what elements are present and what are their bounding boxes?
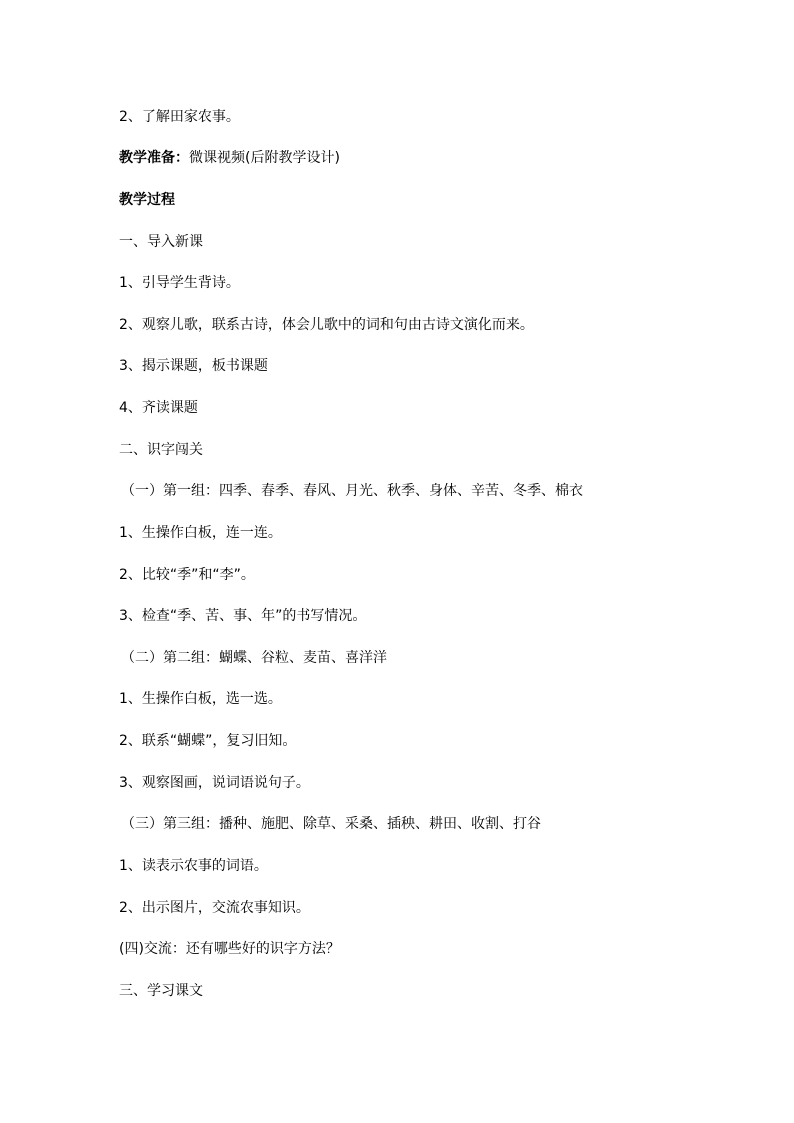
teaching-preparation-label: 教学准备： (119, 150, 189, 166)
group-1-heading: （一）第一组：四季、春季、春风、月光、秋季、身体、辛苦、冬季、棉衣 (121, 483, 583, 499)
group-2-heading: （二）第二组：蝴蝶、谷粒、麦苗、喜洋洋 (121, 650, 387, 666)
section-1-item-2: 2、观察儿歌，联系古诗，体会儿歌中的词和句由古诗文演化而来。 (119, 317, 534, 333)
group-1-item-2: 2、比较“季”和“李”。 (119, 567, 255, 583)
group-2-item-3: 3、观察图画，说词语说句子。 (119, 775, 310, 791)
section-1-heading: 一、导入新课 (119, 234, 203, 250)
section-1-item-4: 4、齐读课题 (119, 400, 198, 416)
section-1-item-3: 3、揭示课题，板书课题 (119, 358, 268, 374)
group-1-item-1: 1、生操作白板，连一连。 (119, 525, 282, 541)
group-2-item-1: 1、生操作白板，选一选。 (119, 691, 282, 707)
section-2-heading: 二、识字闯关 (119, 442, 203, 458)
group-2-item-2: 2、联系“蝴蝶”，复习旧知。 (119, 733, 297, 749)
group-1-item-3: 3、检查“季、苦、事、年”的书写情况。 (119, 608, 367, 624)
teaching-preparation-text: 微课视频(后附教学设计) (189, 150, 340, 166)
teaching-process-heading: 教学过程 (119, 192, 175, 208)
group-3-item-1: 1、读表示农事的词语。 (119, 858, 268, 874)
teaching-preparation (119, 148, 340, 168)
group-4-heading: (四)交流：还有哪些好的识字方法？ (119, 941, 340, 957)
section-1-item-1: 1、引导学生背诗。 (119, 275, 240, 291)
group-3-heading: （三）第三组：播种、施肥、除草、采桑、插秧、耕田、收割、打谷 (121, 816, 541, 832)
objective-2: 2、了解田家农事。 (119, 109, 240, 125)
group-3-item-2: 2、出示图片，交流农事知识。 (119, 900, 310, 916)
section-3-heading: 三、学习课文 (119, 983, 203, 999)
